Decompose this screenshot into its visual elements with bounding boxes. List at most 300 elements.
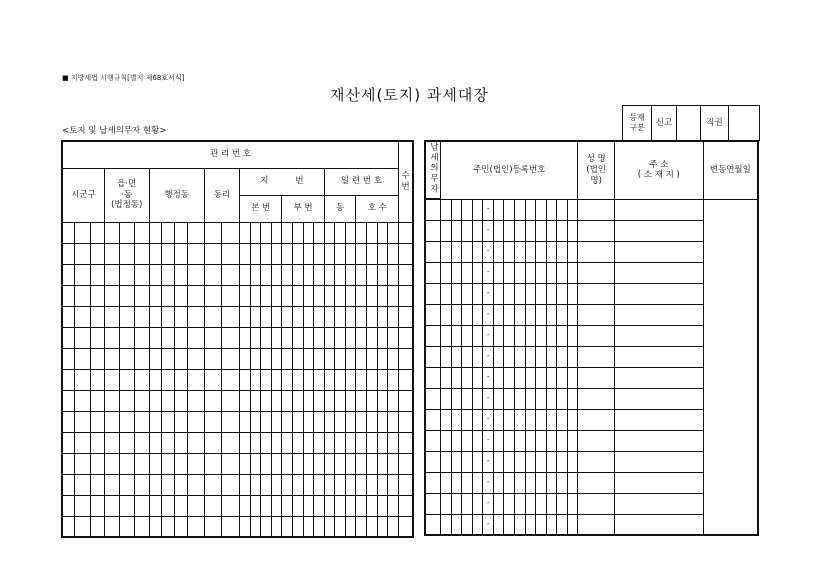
input-cell[interactable] (250, 348, 261, 369)
input-cell[interactable] (261, 432, 272, 453)
input-cell[interactable] (104, 516, 119, 537)
input-cell[interactable] (567, 514, 578, 535)
input-cell[interactable] (377, 474, 388, 495)
input-cell[interactable] (303, 222, 314, 243)
input-cell[interactable] (250, 432, 261, 453)
input-cell[interactable] (324, 453, 335, 474)
input-cell[interactable] (451, 367, 462, 388)
input-cell[interactable] (135, 495, 149, 516)
input-cell[interactable] (261, 411, 272, 432)
regno-dash-cell[interactable] (483, 367, 494, 388)
input-cell[interactable] (62, 453, 75, 474)
input-cell[interactable] (162, 411, 175, 432)
input-cell[interactable] (472, 262, 483, 283)
input-cell[interactable] (293, 390, 304, 411)
input-cell[interactable] (335, 348, 346, 369)
input-cell[interactable] (567, 304, 578, 325)
input-cell[interactable] (525, 409, 536, 430)
input-cell[interactable] (425, 514, 441, 535)
input-cell[interactable] (441, 346, 452, 367)
input-cell[interactable] (293, 222, 304, 243)
regno-dash-cell[interactable] (483, 325, 494, 346)
input-cell[interactable] (493, 430, 504, 451)
input-cell[interactable] (399, 306, 413, 327)
regno-dash-cell[interactable] (483, 262, 494, 283)
input-cell[interactable] (75, 327, 90, 348)
input-cell[interactable] (388, 264, 399, 285)
input-cell[interactable] (149, 474, 162, 495)
input-cell[interactable] (314, 306, 325, 327)
input-cell[interactable] (472, 304, 483, 325)
input-cell[interactable] (271, 285, 282, 306)
input-cell[interactable] (399, 495, 413, 516)
input-cell[interactable] (162, 327, 175, 348)
input-cell[interactable] (240, 453, 251, 474)
input-cell[interactable] (261, 390, 272, 411)
input-cell[interactable] (493, 325, 504, 346)
input-cell[interactable] (546, 220, 557, 241)
input-cell[interactable] (104, 474, 119, 495)
regno-dash-cell[interactable] (483, 493, 494, 514)
input-cell[interactable] (425, 493, 441, 514)
input-cell[interactable] (303, 264, 314, 285)
input-cell[interactable] (504, 304, 515, 325)
input-cell[interactable] (441, 493, 452, 514)
input-cell[interactable] (62, 369, 75, 390)
input-cell[interactable] (188, 285, 204, 306)
input-cell[interactable] (204, 327, 222, 348)
input-cell[interactable] (162, 348, 175, 369)
input-cell[interactable] (335, 369, 346, 390)
regno-dash-cell[interactable] (483, 220, 494, 241)
input-cell[interactable] (441, 472, 452, 493)
input-cell[interactable] (271, 411, 282, 432)
input-cell[interactable] (204, 474, 222, 495)
regno-dash-cell[interactable] (483, 451, 494, 472)
input-cell[interactable] (546, 346, 557, 367)
input-cell[interactable] (367, 264, 378, 285)
input-cell[interactable] (356, 285, 367, 306)
input-cell[interactable] (567, 493, 578, 514)
input-cell[interactable] (462, 220, 473, 241)
input-cell[interactable] (399, 390, 413, 411)
input-cell[interactable] (75, 390, 90, 411)
input-cell[interactable] (557, 304, 568, 325)
input-cell[interactable] (536, 262, 547, 283)
input-cell[interactable] (222, 264, 240, 285)
input-cell[interactable] (303, 306, 314, 327)
input-cell[interactable] (515, 367, 526, 388)
input-cell[interactable] (388, 222, 399, 243)
report-check-cell[interactable] (677, 106, 701, 141)
input-cell[interactable] (149, 453, 162, 474)
input-cell[interactable] (62, 474, 75, 495)
input-cell[interactable] (188, 453, 204, 474)
input-cell[interactable] (425, 451, 441, 472)
input-cell[interactable] (493, 199, 504, 220)
input-cell[interactable] (536, 451, 547, 472)
input-cell[interactable] (367, 348, 378, 369)
input-cell[interactable] (104, 348, 119, 369)
regno-dash-cell[interactable] (483, 199, 494, 220)
input-cell[interactable] (240, 222, 251, 243)
input-cell[interactable] (525, 199, 536, 220)
input-cell[interactable] (525, 493, 536, 514)
input-cell[interactable] (250, 495, 261, 516)
input-cell[interactable] (90, 306, 104, 327)
input-cell[interactable] (104, 243, 119, 264)
input-cell[interactable] (525, 367, 536, 388)
input-cell[interactable] (250, 222, 261, 243)
input-cell[interactable] (356, 453, 367, 474)
input-cell[interactable] (314, 348, 325, 369)
input-cell[interactable] (335, 495, 346, 516)
input-cell[interactable] (578, 388, 615, 409)
input-cell[interactable] (557, 283, 568, 304)
input-cell[interactable] (314, 243, 325, 264)
input-cell[interactable] (314, 411, 325, 432)
input-cell[interactable] (462, 430, 473, 451)
input-cell[interactable] (546, 199, 557, 220)
input-cell[interactable] (62, 327, 75, 348)
input-cell[interactable] (356, 264, 367, 285)
input-cell[interactable] (293, 411, 304, 432)
input-cell[interactable] (367, 243, 378, 264)
input-cell[interactable] (567, 325, 578, 346)
input-cell[interactable] (345, 264, 356, 285)
input-cell[interactable] (493, 241, 504, 262)
input-cell[interactable] (462, 409, 473, 430)
input-cell[interactable] (75, 495, 90, 516)
input-cell[interactable] (282, 243, 293, 264)
input-cell[interactable] (271, 495, 282, 516)
input-cell[interactable] (472, 514, 483, 535)
input-cell[interactable] (149, 495, 162, 516)
input-cell[interactable] (188, 306, 204, 327)
input-cell[interactable] (615, 283, 704, 304)
input-cell[interactable] (120, 474, 135, 495)
input-cell[interactable] (149, 222, 162, 243)
input-cell[interactable] (175, 348, 188, 369)
input-cell[interactable] (388, 369, 399, 390)
input-cell[interactable] (149, 285, 162, 306)
input-cell[interactable] (222, 390, 240, 411)
input-cell[interactable] (90, 222, 104, 243)
input-cell[interactable] (472, 199, 483, 220)
input-cell[interactable] (324, 222, 335, 243)
input-cell[interactable] (222, 222, 240, 243)
input-cell[interactable] (567, 430, 578, 451)
input-cell[interactable] (282, 285, 293, 306)
input-cell[interactable] (149, 243, 162, 264)
input-cell[interactable] (240, 432, 251, 453)
input-cell[interactable] (493, 409, 504, 430)
input-cell[interactable] (356, 495, 367, 516)
input-cell[interactable] (261, 222, 272, 243)
input-cell[interactable] (367, 453, 378, 474)
input-cell[interactable] (462, 514, 473, 535)
input-cell[interactable] (324, 516, 335, 537)
input-cell[interactable] (222, 474, 240, 495)
input-cell[interactable] (615, 199, 704, 220)
input-cell[interactable] (425, 304, 441, 325)
input-cell[interactable] (261, 348, 272, 369)
input-cell[interactable] (120, 243, 135, 264)
input-cell[interactable] (335, 264, 346, 285)
input-cell[interactable] (525, 220, 536, 241)
input-cell[interactable] (515, 388, 526, 409)
input-cell[interactable] (62, 306, 75, 327)
input-cell[interactable] (567, 409, 578, 430)
input-cell[interactable] (90, 516, 104, 537)
input-cell[interactable] (493, 388, 504, 409)
input-cell[interactable] (250, 264, 261, 285)
input-cell[interactable] (303, 453, 314, 474)
input-cell[interactable] (399, 369, 413, 390)
input-cell[interactable] (314, 390, 325, 411)
input-cell[interactable] (62, 264, 75, 285)
input-cell[interactable] (62, 432, 75, 453)
regno-dash-cell[interactable] (483, 430, 494, 451)
input-cell[interactable] (515, 409, 526, 430)
input-cell[interactable] (303, 495, 314, 516)
input-cell[interactable] (303, 243, 314, 264)
input-cell[interactable] (271, 327, 282, 348)
input-cell[interactable] (377, 285, 388, 306)
input-cell[interactable] (536, 472, 547, 493)
input-cell[interactable] (314, 453, 325, 474)
input-cell[interactable] (546, 472, 557, 493)
input-cell[interactable] (525, 304, 536, 325)
input-cell[interactable] (222, 243, 240, 264)
input-cell[interactable] (451, 220, 462, 241)
input-cell[interactable] (536, 409, 547, 430)
input-cell[interactable] (462, 367, 473, 388)
input-cell[interactable] (399, 474, 413, 495)
input-cell[interactable] (546, 514, 557, 535)
input-cell[interactable] (472, 451, 483, 472)
input-cell[interactable] (377, 390, 388, 411)
input-cell[interactable] (515, 346, 526, 367)
input-cell[interactable] (493, 262, 504, 283)
input-cell[interactable] (188, 516, 204, 537)
input-cell[interactable] (399, 432, 413, 453)
input-cell[interactable] (472, 472, 483, 493)
input-cell[interactable] (546, 367, 557, 388)
input-cell[interactable] (345, 369, 356, 390)
input-cell[interactable] (335, 411, 346, 432)
input-cell[interactable] (345, 348, 356, 369)
input-cell[interactable] (261, 243, 272, 264)
input-cell[interactable] (578, 241, 615, 262)
input-cell[interactable] (441, 283, 452, 304)
input-cell[interactable] (451, 451, 462, 472)
input-cell[interactable] (149, 348, 162, 369)
input-cell[interactable] (399, 516, 413, 537)
input-cell[interactable] (367, 432, 378, 453)
input-cell[interactable] (282, 306, 293, 327)
input-cell[interactable] (493, 472, 504, 493)
input-cell[interactable] (240, 306, 251, 327)
input-cell[interactable] (462, 304, 473, 325)
input-cell[interactable] (204, 453, 222, 474)
input-cell[interactable] (472, 241, 483, 262)
input-cell[interactable] (615, 367, 704, 388)
input-cell[interactable] (567, 199, 578, 220)
input-cell[interactable] (377, 495, 388, 516)
input-cell[interactable] (367, 474, 378, 495)
input-cell[interactable] (175, 453, 188, 474)
input-cell[interactable] (240, 369, 251, 390)
input-cell[interactable] (356, 306, 367, 327)
input-cell[interactable] (462, 199, 473, 220)
input-cell[interactable] (515, 220, 526, 241)
input-cell[interactable] (356, 390, 367, 411)
input-cell[interactable] (135, 390, 149, 411)
input-cell[interactable] (504, 241, 515, 262)
input-cell[interactable] (271, 369, 282, 390)
regno-dash-cell[interactable] (483, 409, 494, 430)
input-cell[interactable] (388, 411, 399, 432)
input-cell[interactable] (303, 516, 314, 537)
input-cell[interactable] (104, 369, 119, 390)
input-cell[interactable] (578, 451, 615, 472)
input-cell[interactable] (293, 495, 304, 516)
input-cell[interactable] (135, 369, 149, 390)
input-cell[interactable] (282, 411, 293, 432)
input-cell[interactable] (546, 241, 557, 262)
input-cell[interactable] (75, 474, 90, 495)
input-cell[interactable] (388, 495, 399, 516)
input-cell[interactable] (462, 346, 473, 367)
input-cell[interactable] (90, 474, 104, 495)
input-cell[interactable] (472, 325, 483, 346)
input-cell[interactable] (135, 327, 149, 348)
input-cell[interactable] (425, 409, 441, 430)
input-cell[interactable] (615, 472, 704, 493)
input-cell[interactable] (356, 243, 367, 264)
input-cell[interactable] (462, 241, 473, 262)
input-cell[interactable] (515, 514, 526, 535)
input-cell[interactable] (90, 390, 104, 411)
input-cell[interactable] (303, 348, 314, 369)
input-cell[interactable] (204, 222, 222, 243)
input-cell[interactable] (261, 474, 272, 495)
input-cell[interactable] (135, 474, 149, 495)
input-cell[interactable] (462, 325, 473, 346)
input-cell[interactable] (175, 495, 188, 516)
input-cell[interactable] (75, 432, 90, 453)
input-cell[interactable] (261, 495, 272, 516)
input-cell[interactable] (324, 264, 335, 285)
input-cell[interactable] (282, 264, 293, 285)
input-cell[interactable] (578, 304, 615, 325)
input-cell[interactable] (162, 369, 175, 390)
input-cell[interactable] (162, 516, 175, 537)
input-cell[interactable] (135, 264, 149, 285)
input-cell[interactable] (515, 283, 526, 304)
input-cell[interactable] (356, 222, 367, 243)
input-cell[interactable] (399, 327, 413, 348)
input-cell[interactable] (188, 411, 204, 432)
input-cell[interactable] (75, 243, 90, 264)
input-cell[interactable] (546, 388, 557, 409)
input-cell[interactable] (75, 453, 90, 474)
input-cell[interactable] (536, 199, 547, 220)
input-cell[interactable] (515, 262, 526, 283)
input-cell[interactable] (578, 220, 615, 241)
input-cell[interactable] (120, 369, 135, 390)
input-cell[interactable] (240, 285, 251, 306)
input-cell[interactable] (515, 325, 526, 346)
input-cell[interactable] (324, 432, 335, 453)
input-cell[interactable] (578, 409, 615, 430)
input-cell[interactable] (345, 453, 356, 474)
input-cell[interactable] (222, 285, 240, 306)
input-cell[interactable] (425, 283, 441, 304)
input-cell[interactable] (90, 285, 104, 306)
input-cell[interactable] (536, 346, 547, 367)
input-cell[interactable] (356, 432, 367, 453)
input-cell[interactable] (162, 453, 175, 474)
input-cell[interactable] (578, 283, 615, 304)
input-cell[interactable] (451, 241, 462, 262)
input-cell[interactable] (204, 243, 222, 264)
input-cell[interactable] (441, 367, 452, 388)
input-cell[interactable] (472, 220, 483, 241)
input-cell[interactable] (188, 432, 204, 453)
input-cell[interactable] (399, 453, 413, 474)
input-cell[interactable] (314, 495, 325, 516)
input-cell[interactable] (175, 243, 188, 264)
input-cell[interactable] (149, 432, 162, 453)
input-cell[interactable] (557, 241, 568, 262)
input-cell[interactable] (293, 348, 304, 369)
input-cell[interactable] (303, 327, 314, 348)
input-cell[interactable] (504, 346, 515, 367)
input-cell[interactable] (425, 199, 441, 220)
input-cell[interactable] (282, 516, 293, 537)
input-cell[interactable] (204, 390, 222, 411)
input-cell[interactable] (120, 432, 135, 453)
input-cell[interactable] (367, 222, 378, 243)
input-cell[interactable] (90, 327, 104, 348)
input-cell[interactable] (135, 516, 149, 537)
input-cell[interactable] (104, 222, 119, 243)
input-cell[interactable] (557, 346, 568, 367)
input-cell[interactable] (472, 388, 483, 409)
input-cell[interactable] (525, 451, 536, 472)
input-cell[interactable] (62, 348, 75, 369)
input-cell[interactable] (367, 495, 378, 516)
input-cell[interactable] (324, 285, 335, 306)
input-cell[interactable] (462, 493, 473, 514)
input-cell[interactable] (188, 243, 204, 264)
input-cell[interactable] (567, 220, 578, 241)
input-cell[interactable] (271, 432, 282, 453)
input-cell[interactable] (250, 516, 261, 537)
input-cell[interactable] (303, 390, 314, 411)
input-cell[interactable] (75, 369, 90, 390)
input-cell[interactable] (162, 285, 175, 306)
input-cell[interactable] (388, 453, 399, 474)
input-cell[interactable] (135, 306, 149, 327)
input-cell[interactable] (472, 367, 483, 388)
input-cell[interactable] (222, 411, 240, 432)
input-cell[interactable] (204, 411, 222, 432)
input-cell[interactable] (240, 243, 251, 264)
input-cell[interactable] (425, 472, 441, 493)
